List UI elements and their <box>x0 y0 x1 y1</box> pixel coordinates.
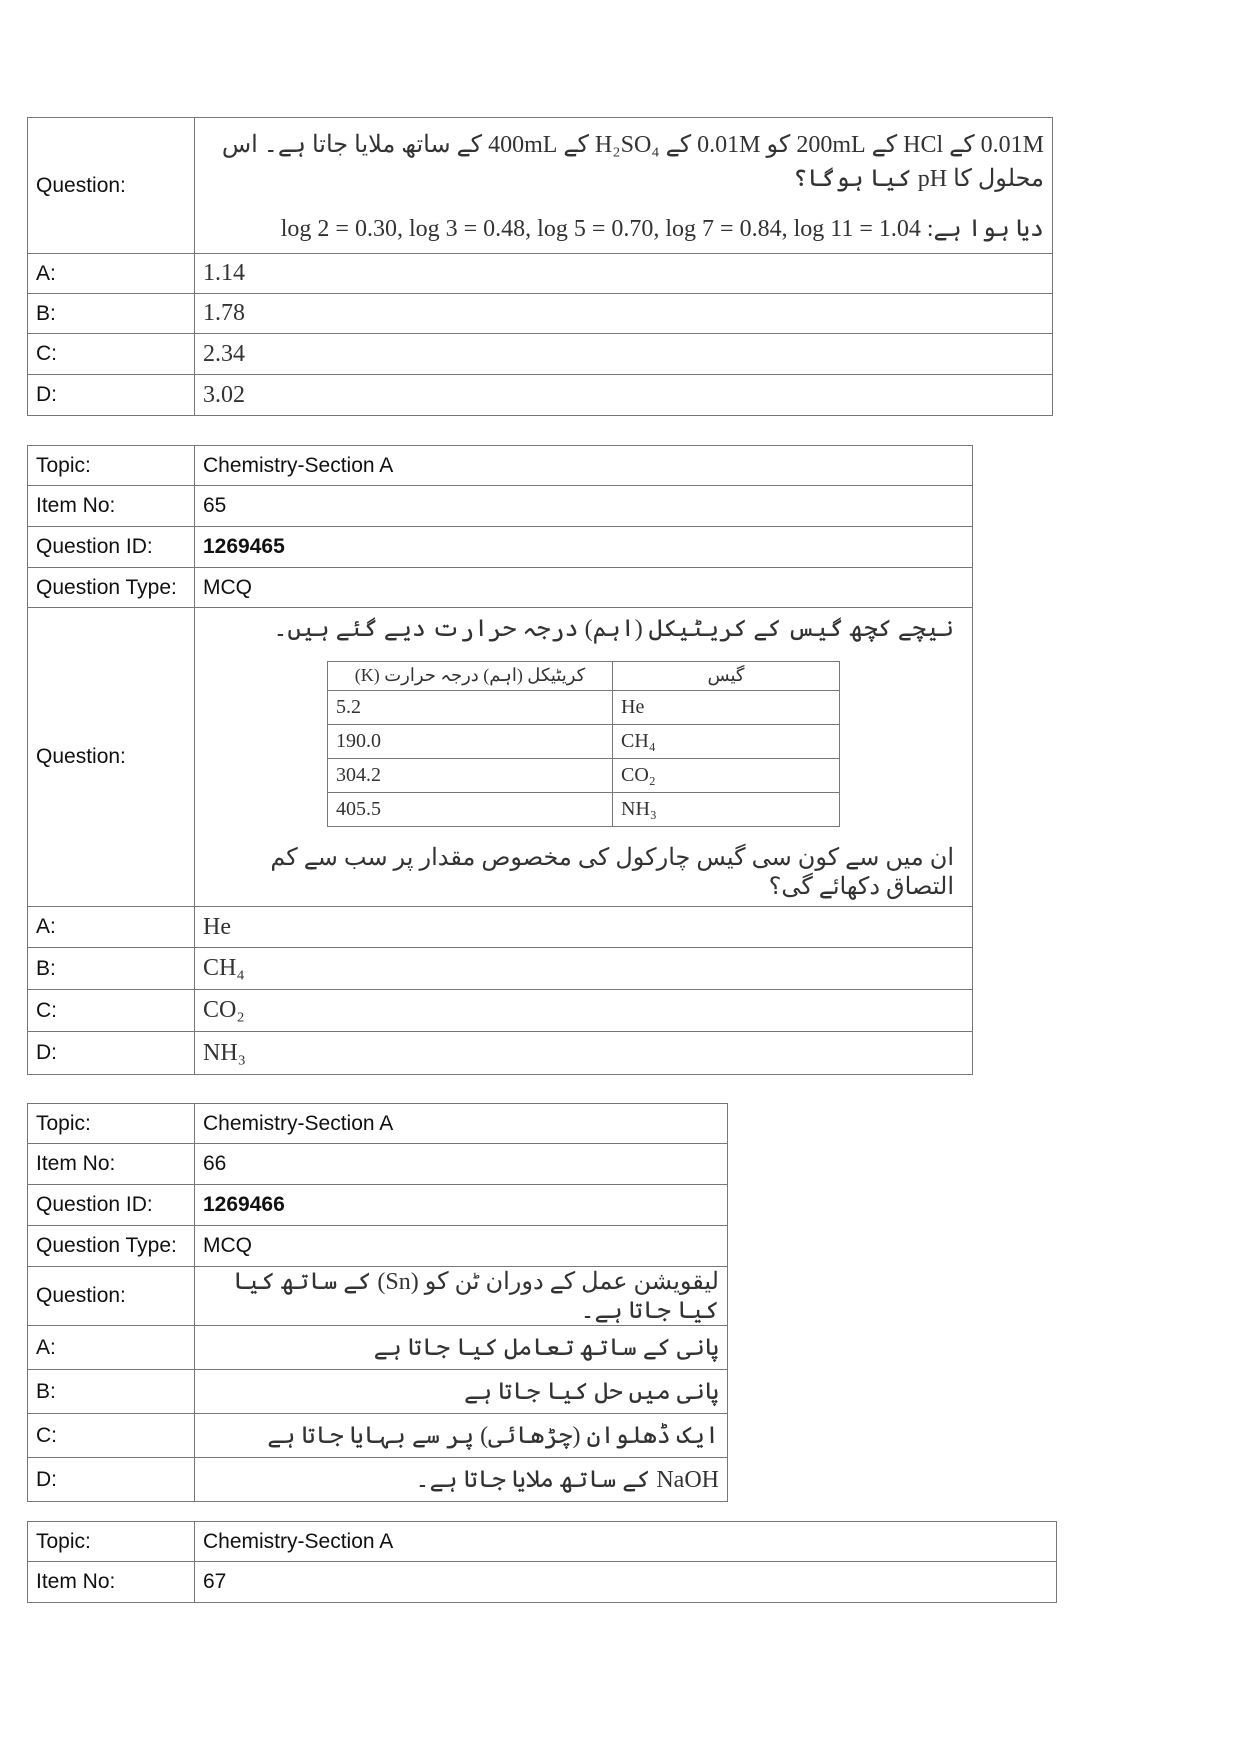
table-header-gas: گیس <box>613 661 840 690</box>
question-64-table <box>27 117 1053 416</box>
option-a: He <box>195 907 973 948</box>
question-label: Question: <box>28 118 195 254</box>
table-row <box>328 758 840 792</box>
question-text <box>195 118 1053 254</box>
option-c: CO₂ <box>195 990 973 1032</box>
gas-cell: NH₃ <box>613 792 840 826</box>
question-text-line2: دیا ہوا ہے: log 2 = 0.30, log 3 = 0.48, log 5 = 0.70, log 7 = 0.84, log 11 = 1.04 <box>280 216 1044 242</box>
option-d-label: D: <box>28 1458 195 1502</box>
option-a-label: A: <box>28 254 195 294</box>
option-d: NH₃ <box>195 1032 973 1075</box>
question-id-value: 1269465 <box>195 527 973 568</box>
question-66-table <box>27 1103 728 1502</box>
gas-cell: He <box>613 690 840 724</box>
item-no-value: 67 <box>195 1562 1057 1603</box>
question-content <box>195 608 973 907</box>
gas-cell: CH₄ <box>613 724 840 758</box>
table-row <box>328 792 840 826</box>
item-no-value: 66 <box>195 1144 728 1185</box>
question-65-table <box>27 445 973 1075</box>
item-no-value: 65 <box>195 486 973 527</box>
option-c-label: C: <box>28 990 195 1032</box>
question-id-label: Question ID: <box>28 1185 195 1226</box>
question-id-label: Question ID: <box>28 527 195 568</box>
option-d-label: D: <box>28 1032 195 1075</box>
temperature-cell: 5.2 <box>328 690 613 724</box>
option-d: 3.02 <box>195 375 1053 416</box>
topic-value: Chemistry-Section A <box>195 1104 728 1144</box>
question-type-label: Question Type: <box>28 568 195 608</box>
table-header-temperature: کریٹیکل (اہم) درجہ حرارت (K) <box>328 661 613 690</box>
question-label: Question: <box>28 608 195 907</box>
item-no-label: Item No: <box>28 1562 195 1603</box>
option-b-label: B: <box>28 1370 195 1414</box>
item-no-label: Item No: <box>28 1144 195 1185</box>
option-c-label: C: <box>28 334 195 375</box>
option-d-label: D: <box>28 375 195 416</box>
option-b: 1.78 <box>195 294 1053 334</box>
option-b-label: B: <box>28 948 195 990</box>
temperature-cell: 304.2 <box>328 758 613 792</box>
temperature-cell: 190.0 <box>328 724 613 758</box>
topic-value: Chemistry-Section A <box>195 446 973 486</box>
question-intro: نیچے کچھ گیس کے کریٹیکل (اہم) درجہ حرارت دیے گئے ہیں۔ <box>273 615 954 642</box>
critical-temperature-table <box>327 661 840 827</box>
option-a: پانی کے ساتھ تعامل کیا جاتا ہے <box>195 1326 728 1370</box>
question-end: ان میں سے کون سی گیس چارکول کی مخصوص مقدار پر سب سے کم التصاق دکھائے گی؟ <box>270 844 954 900</box>
option-b: CH₄ <box>195 948 973 990</box>
question-67-table <box>27 1521 1057 1603</box>
option-b: پانی میں حل کیا جاتا ہے <box>195 1370 728 1414</box>
topic-value: Chemistry-Section A <box>195 1522 1057 1562</box>
topic-label: Topic: <box>28 1522 195 1562</box>
option-a: 1.14 <box>195 254 1053 294</box>
topic-label: Topic: <box>28 1104 195 1144</box>
temperature-cell: 405.5 <box>328 792 613 826</box>
question-text-line1: 0.01M کے HCl کے 200mL کو 0.01M کے H₂SO₄ کے 400mL کے ساتھ ملایا جاتا ہے۔ اس محلول کا pH کیا ہوگا؟ <box>221 132 1044 192</box>
option-a-label: A: <box>28 1326 195 1370</box>
question-label: Question: <box>28 1267 195 1326</box>
question-type-label: Question Type: <box>28 1226 195 1267</box>
option-c: ایک ڈھلوان (چڑھائی) پر سے بہایا جاتا ہے <box>195 1414 728 1458</box>
question-text: لیقویشن عمل کے دوران ٹن کو (Sn) کے ساتھ کیا کیا جاتا ہے۔ <box>195 1267 728 1326</box>
question-type-value: MCQ <box>195 568 973 608</box>
option-d: NaOH کے ساتھ ملایا جاتا ہے۔ <box>195 1458 728 1502</box>
table-row <box>328 724 840 758</box>
gas-cell: CO₂ <box>613 758 840 792</box>
option-b-label: B: <box>28 294 195 334</box>
topic-label: Topic: <box>28 446 195 486</box>
question-type-value: MCQ <box>195 1226 728 1267</box>
option-c: 2.34 <box>195 334 1053 375</box>
option-a-label: A: <box>28 907 195 948</box>
table-row <box>328 690 840 724</box>
option-c-label: C: <box>28 1414 195 1458</box>
item-no-label: Item No: <box>28 486 195 527</box>
question-id-value: 1269466 <box>195 1185 728 1226</box>
